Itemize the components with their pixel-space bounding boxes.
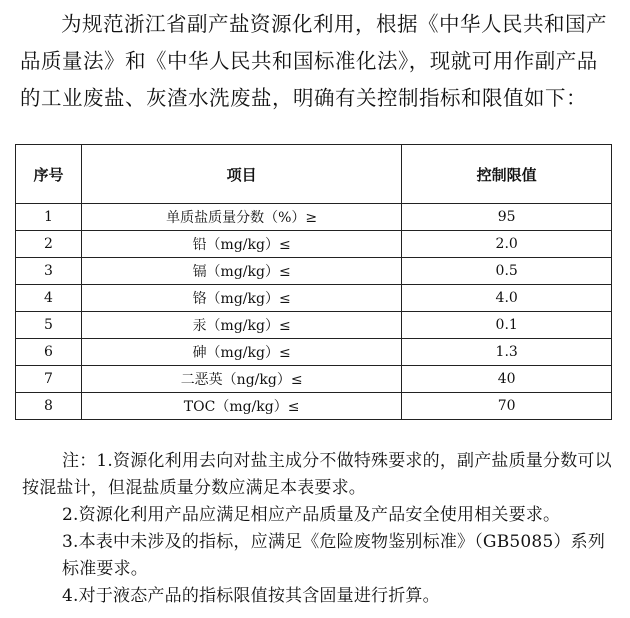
note-3: 3.本表中未涉及的指标，应满足《危险废物鉴别标准》（GB5085）系列标准要求。 xyxy=(62,532,606,579)
row-item: 汞（mg/kg）≤ xyxy=(81,312,401,339)
table-row xyxy=(16,312,612,339)
row-limit: 0.1 xyxy=(402,312,612,339)
row-number: 2 xyxy=(16,231,82,258)
table-row xyxy=(16,258,612,285)
row-item: 镉（mg/kg）≤ xyxy=(81,258,401,285)
row-number: 6 xyxy=(16,339,82,366)
row-limit: 2.0 xyxy=(402,231,612,258)
row-limit: 95 xyxy=(402,204,612,231)
table-row xyxy=(16,204,612,231)
row-limit: 1.3 xyxy=(402,339,612,366)
row-number: 3 xyxy=(16,258,82,285)
row-limit: 0.5 xyxy=(402,258,612,285)
table-row xyxy=(16,366,612,393)
row-limit: 40 xyxy=(402,366,612,393)
intro-paragraph: 为规范浙江省副产盐资源化利用，根据《中华人民共和国产品质量法》和《中华人民共和国标准化法》，现就可用作副产品的工业废盐、灰渣水洗废盐，明确有关控制指标和限值如下： xyxy=(20,12,607,110)
table-row xyxy=(16,285,612,312)
row-number: 4 xyxy=(16,285,82,312)
table-row xyxy=(16,339,612,366)
row-item: 二恶英（ng/kg）≤ xyxy=(81,366,401,393)
header-serial-number: 序号 xyxy=(16,145,82,204)
control-limits-table xyxy=(15,144,612,420)
header-item: 项目 xyxy=(81,145,401,204)
row-item: TOC（mg/kg）≤ xyxy=(81,393,401,420)
row-limit: 4.0 xyxy=(402,285,612,312)
note-2: 2.资源化利用产品应满足相应产品质量及产品安全使用相关要求。 xyxy=(62,505,561,525)
header-control-limit: 控制限值 xyxy=(402,145,612,204)
row-number: 5 xyxy=(16,312,82,339)
table-row xyxy=(16,231,612,258)
row-item: 铬（mg/kg）≤ xyxy=(81,285,401,312)
row-item: 铅（mg/kg）≤ xyxy=(81,231,401,258)
note-4: 4.对于液态产品的指标限值按其含固量进行折算。 xyxy=(62,586,440,606)
note-1: 注：1.资源化利用去向对盐主成分不做特殊要求的，副产盐质量分数可以按混盐计，但混盐质量分数应满足本表要求。 xyxy=(22,451,612,498)
row-number: 8 xyxy=(16,393,82,420)
row-item: 单质盐质量分数（%）≥ xyxy=(81,204,401,231)
row-item: 砷（mg/kg）≤ xyxy=(81,339,401,366)
table-row xyxy=(16,393,612,420)
notes-section xyxy=(22,448,612,610)
row-number: 1 xyxy=(16,204,82,231)
row-limit: 70 xyxy=(402,393,612,420)
row-number: 7 xyxy=(16,366,82,393)
table-header-row xyxy=(16,145,612,204)
